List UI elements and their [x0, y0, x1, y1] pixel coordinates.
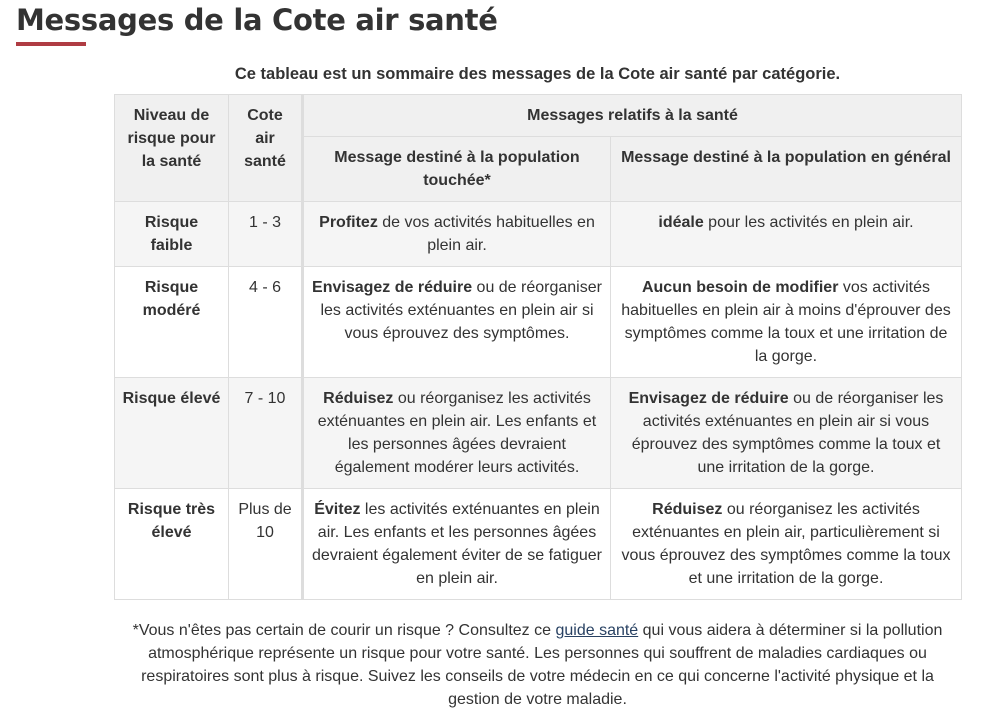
at-risk-message-emphasis: Envisagez de réduire	[312, 279, 473, 296]
table-row	[115, 202, 962, 267]
general-message-emphasis: Aucun besoin de modifier	[641, 279, 839, 296]
header-health-messages: Messages relatifs à la santé	[303, 95, 962, 137]
aqhi-value-cell: 1 - 3	[229, 202, 303, 267]
health-guide-link[interactable]: guide santé	[555, 622, 639, 639]
general-message-text: pour les activités en plein air.	[703, 214, 914, 231]
general-message-text: ou de réorganiser les activités exténuantes en plein air si vous éprouvez des symptômes comme la toux et une irritation de la gorge.	[631, 390, 944, 476]
table-row	[115, 378, 962, 489]
general-message-emphasis: idéale	[658, 214, 704, 231]
table-row	[115, 267, 962, 378]
aqhi-messages-table	[114, 94, 962, 600]
risk-level-cell: Risque élevé	[115, 378, 229, 489]
footnote-text-after: qui vous aidera à déterminer si la pollution atmosphérique représente un risque pour votre santé. Les personnes qui souffrent de maladies cardiaques ou respiratoires sont plus à risque. Suivez les conseils de votre médecin en ce qui concerne l'activité physique et la gestion de votre maladie.	[141, 622, 943, 708]
risk-level-cell: Risque très élevé	[115, 489, 229, 600]
header-general-population: Message destiné à la population en général	[611, 137, 962, 202]
at-risk-message-cell	[303, 378, 611, 489]
at-risk-message-text: ou réorganisez les activités exténuantes en plein air. Les enfants et les personnes âgées devraient également modérer leurs activités.	[317, 390, 597, 476]
risk-level-cell: Risque modéré	[115, 267, 229, 378]
header-at-risk-population: Message destiné à la population touchée*	[303, 137, 611, 202]
general-message-cell	[611, 202, 962, 267]
table-row	[115, 489, 962, 600]
aqhi-value-cell: 4 - 6	[229, 267, 303, 378]
at-risk-message-text: ou de réorganiser les activités exténuantes en plein air si vous éprouvez des symptômes.	[320, 279, 602, 342]
aqhi-value-cell: 7 - 10	[229, 378, 303, 489]
aqhi-value-cell: Plus de 10	[229, 489, 303, 600]
general-message-emphasis: Réduisez	[652, 501, 723, 518]
at-risk-message-emphasis: Réduisez	[323, 390, 394, 407]
general-message-text: ou réorganisez les activités exténuantes en plein air, particulièrement si vous éprouvez des symptômes comme la toux et une irritation de la gorge.	[621, 501, 951, 587]
risk-level-cell: Risque faible	[115, 202, 229, 267]
at-risk-message-cell	[303, 489, 611, 600]
header-risk-level: Niveau de risque pour la santé	[115, 95, 229, 202]
at-risk-message-emphasis: Évitez	[314, 501, 361, 518]
at-risk-message-cell	[303, 202, 611, 267]
table-caption: Ce tableau est un sommaire des messages de la Cote air santé par catégorie.	[234, 65, 841, 83]
general-message-cell	[611, 378, 962, 489]
page-title: Messages de la Cote air santé	[16, 3, 498, 37]
at-risk-message-cell	[303, 267, 611, 378]
at-risk-message-emphasis: Profitez	[319, 214, 378, 231]
general-message-text: vos activités habituelles en plein air à moins d'éprouver des symptômes comme la toux et une irritation de la gorge.	[621, 279, 951, 365]
general-message-cell	[611, 267, 962, 378]
general-message-cell	[611, 489, 962, 600]
header-aqhi: Cote air santé	[229, 95, 303, 202]
at-risk-message-text: les activités exténuantes en plein air. Les enfants et les personnes âgées devraient également éviter de se fatiguer en plein air.	[312, 501, 602, 587]
general-message-emphasis: Envisagez de réduire	[628, 390, 789, 407]
at-risk-message-text: de vos activités habituelles en plein air.	[377, 214, 595, 254]
footnote-text-before: *Vous n'êtes pas certain de courir un risque ? Consultez ce	[132, 622, 556, 639]
title-underline	[16, 42, 86, 46]
footnote	[114, 619, 961, 711]
